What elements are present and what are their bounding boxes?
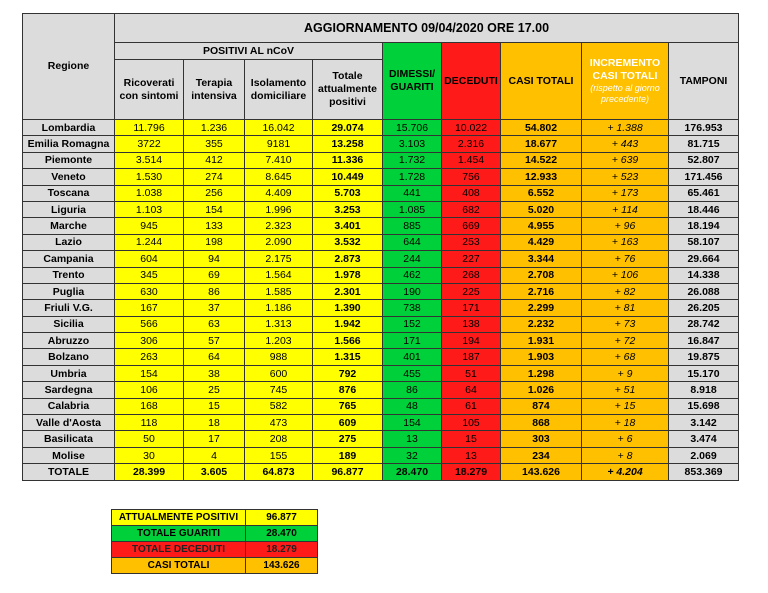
totals-ricoverati: 28.399 [115,464,184,480]
incremento-cell: + 18 [582,415,669,431]
totale-positivi-cell: 1.978 [313,267,383,283]
terapia-cell: 1.236 [184,120,245,136]
region-name: Piemonte [23,152,115,168]
region-name: Toscana [23,185,115,201]
summary-value-deceduti: 18.279 [246,542,318,558]
guariti-cell: 86 [383,382,442,398]
incremento-cell: + 114 [582,201,669,217]
totals-incremento: + 4.204 [582,464,669,480]
region-name: Emilia Romagna [23,136,115,152]
deceduti-cell: 15 [442,431,501,447]
isolamento-cell: 9181 [245,136,313,152]
incremento-cell: + 73 [582,316,669,332]
totale-positivi-cell: 792 [313,365,383,381]
tamponi-cell: 81.715 [669,136,739,152]
isolamento-cell: 582 [245,398,313,414]
ricoverati-cell: 945 [115,218,184,234]
totale-positivi-cell: 2.873 [313,251,383,267]
incremento-cell: + 9 [582,365,669,381]
totale-positivi-cell: 2.301 [313,283,383,299]
region-name: Veneto [23,169,115,185]
guariti-cell: 401 [383,349,442,365]
header-isolamento: Isolamento domiciliare [245,60,313,120]
tamponi-cell: 171.456 [669,169,739,185]
guariti-cell: 1.085 [383,201,442,217]
incremento-cell: + 173 [582,185,669,201]
summary-label-deceduti: TOTALE DECEDUTI [112,542,246,558]
table-row [23,283,739,299]
region-name: Calabria [23,398,115,414]
header-terapia: Terapia intensiva [184,60,245,120]
tamponi-cell: 3.474 [669,431,739,447]
terapia-cell: 25 [184,382,245,398]
tamponi-cell: 29.664 [669,251,739,267]
table-row [23,349,739,365]
deceduti-cell: 138 [442,316,501,332]
deceduti-cell: 1.454 [442,152,501,168]
isolamento-cell: 208 [245,431,313,447]
isolamento-cell: 2.175 [245,251,313,267]
casi-totali-cell: 54.802 [501,120,582,136]
tamponi-cell: 14.338 [669,267,739,283]
totals-label: TOTALE [23,464,115,480]
casi-totali-cell: 1.931 [501,333,582,349]
deceduti-cell: 2.316 [442,136,501,152]
tamponi-cell: 8.918 [669,382,739,398]
terapia-cell: 355 [184,136,245,152]
isolamento-cell: 155 [245,447,313,463]
guariti-cell: 462 [383,267,442,283]
terapia-cell: 4 [184,447,245,463]
guariti-cell: 738 [383,300,442,316]
totale-positivi-cell: 1.390 [313,300,383,316]
ricoverati-cell: 630 [115,283,184,299]
totals-deceduti: 18.279 [442,464,501,480]
region-name: Sardegna [23,382,115,398]
terapia-cell: 57 [184,333,245,349]
isolamento-cell: 7.410 [245,152,313,168]
deceduti-cell: 105 [442,415,501,431]
summary-value-positivi: 96.877 [246,510,318,526]
totals-tamponi: 853.369 [669,464,739,480]
covid-regional-table [22,13,739,481]
table-row [23,300,739,316]
casi-totali-cell: 14.522 [501,152,582,168]
table-row [23,382,739,398]
deceduti-cell: 756 [442,169,501,185]
guariti-cell: 48 [383,398,442,414]
totale-positivi-cell: 1.315 [313,349,383,365]
tamponi-cell: 26.088 [669,283,739,299]
isolamento-cell: 1.996 [245,201,313,217]
deceduti-cell: 682 [442,201,501,217]
incremento-cell: + 81 [582,300,669,316]
header-dimessi-guariti: DIMESSI/ GUARITI [383,43,442,120]
table-row [23,234,739,250]
isolamento-cell: 473 [245,415,313,431]
isolamento-cell: 2.090 [245,234,313,250]
terapia-cell: 133 [184,218,245,234]
table-row [23,316,739,332]
ricoverati-cell: 30 [115,447,184,463]
tamponi-cell: 176.953 [669,120,739,136]
isolamento-cell: 600 [245,365,313,381]
totals-casi: 143.626 [501,464,582,480]
header-tamponi: TAMPONI [669,43,739,120]
region-name: Abruzzo [23,333,115,349]
deceduti-cell: 10.022 [442,120,501,136]
totale-positivi-cell: 1.942 [313,316,383,332]
deceduti-cell: 51 [442,365,501,381]
ricoverati-cell: 566 [115,316,184,332]
totale-positivi-cell: 1.566 [313,333,383,349]
table-row [23,251,739,267]
terapia-cell: 38 [184,365,245,381]
tamponi-cell: 18.194 [669,218,739,234]
summary-row-positivi [112,510,318,526]
region-name: Molise [23,447,115,463]
incremento-cell: + 15 [582,398,669,414]
isolamento-cell: 988 [245,349,313,365]
summary-label-casi: CASI TOTALI [112,558,246,574]
isolamento-cell: 1.203 [245,333,313,349]
guariti-cell: 171 [383,333,442,349]
casi-totali-cell: 6.552 [501,185,582,201]
region-name: Friuli V.G. [23,300,115,316]
ricoverati-cell: 154 [115,365,184,381]
guariti-cell: 154 [383,415,442,431]
table-row [23,152,739,168]
deceduti-cell: 408 [442,185,501,201]
terapia-cell: 64 [184,349,245,365]
totale-positivi-cell: 3.253 [313,201,383,217]
summary-row-guariti [112,526,318,542]
tamponi-cell: 26.205 [669,300,739,316]
summary-row-deceduti [112,542,318,558]
summary-table [111,509,318,574]
incremento-cell: + 72 [582,333,669,349]
incremento-cell: + 51 [582,382,669,398]
totals-isolamento: 64.873 [245,464,313,480]
isolamento-cell: 745 [245,382,313,398]
terapia-cell: 18 [184,415,245,431]
incremento-cell: + 76 [582,251,669,267]
casi-totali-cell: 12.933 [501,169,582,185]
guariti-cell: 244 [383,251,442,267]
totals-guariti: 28.470 [383,464,442,480]
ricoverati-cell: 3.514 [115,152,184,168]
tamponi-cell: 16.847 [669,333,739,349]
deceduti-cell: 171 [442,300,501,316]
terapia-cell: 274 [184,169,245,185]
guariti-cell: 885 [383,218,442,234]
incremento-cell: + 8 [582,447,669,463]
table-row [23,120,739,136]
casi-totali-cell: 234 [501,447,582,463]
casi-totali-cell: 874 [501,398,582,414]
guariti-cell: 455 [383,365,442,381]
terapia-cell: 412 [184,152,245,168]
summary-value-guariti: 28.470 [246,526,318,542]
deceduti-cell: 225 [442,283,501,299]
tamponi-cell: 28.742 [669,316,739,332]
ricoverati-cell: 345 [115,267,184,283]
isolamento-cell: 1.564 [245,267,313,283]
deceduti-cell: 64 [442,382,501,398]
table-row [23,447,739,463]
summary-value-casi: 143.626 [246,558,318,574]
ricoverati-cell: 106 [115,382,184,398]
totale-positivi-cell: 29.074 [313,120,383,136]
incremento-cell: + 6 [582,431,669,447]
casi-totali-cell: 2.232 [501,316,582,332]
isolamento-cell: 1.186 [245,300,313,316]
deceduti-cell: 13 [442,447,501,463]
region-name: Lazio [23,234,115,250]
region-name: Liguria [23,201,115,217]
ricoverati-cell: 263 [115,349,184,365]
totale-positivi-cell: 609 [313,415,383,431]
deceduti-cell: 227 [442,251,501,267]
terapia-cell: 94 [184,251,245,267]
ricoverati-cell: 604 [115,251,184,267]
casi-totali-cell: 2.708 [501,267,582,283]
terapia-cell: 69 [184,267,245,283]
casi-totali-cell: 5.020 [501,201,582,217]
deceduti-cell: 669 [442,218,501,234]
header-positivi-group: POSITIVI AL nCoV [115,43,383,60]
region-name: Sicilia [23,316,115,332]
incremento-cell: + 639 [582,152,669,168]
tamponi-cell: 58.107 [669,234,739,250]
tamponi-cell: 15.698 [669,398,739,414]
ricoverati-cell: 118 [115,415,184,431]
totale-positivi-cell: 765 [313,398,383,414]
table-row [23,333,739,349]
incremento-cell: + 96 [582,218,669,234]
tamponi-cell: 65.461 [669,185,739,201]
region-name: Trento [23,267,115,283]
ricoverati-cell: 168 [115,398,184,414]
isolamento-cell: 4.409 [245,185,313,201]
guariti-cell: 13 [383,431,442,447]
incremento-cell: + 163 [582,234,669,250]
ricoverati-cell: 1.038 [115,185,184,201]
ricoverati-cell: 11.796 [115,120,184,136]
guariti-cell: 32 [383,447,442,463]
isolamento-cell: 2.323 [245,218,313,234]
casi-totali-cell: 1.298 [501,365,582,381]
incremento-cell: + 523 [582,169,669,185]
totale-positivi-cell: 3.532 [313,234,383,250]
ricoverati-cell: 50 [115,431,184,447]
totals-terapia: 3.605 [184,464,245,480]
header-regione: Regione [23,14,115,120]
region-name: Campania [23,251,115,267]
ricoverati-cell: 1.103 [115,201,184,217]
summary-label-guariti: TOTALE GUARITI [112,526,246,542]
terapia-cell: 256 [184,185,245,201]
casi-totali-cell: 303 [501,431,582,447]
casi-totali-cell: 1.903 [501,349,582,365]
terapia-cell: 17 [184,431,245,447]
totale-positivi-cell: 13.258 [313,136,383,152]
ricoverati-cell: 1.530 [115,169,184,185]
totale-positivi-cell: 876 [313,382,383,398]
header-ricoverati: Ricoverati con sintomi [115,60,184,120]
region-name: Marche [23,218,115,234]
table-row [23,267,739,283]
tamponi-cell: 52.807 [669,152,739,168]
region-name: Basilicata [23,431,115,447]
region-name: Valle d'Aosta [23,415,115,431]
table-title: AGGIORNAMENTO 09/04/2020 ORE 17.00 [115,14,739,43]
table-row [23,185,739,201]
terapia-cell: 63 [184,316,245,332]
summary-row-casi [112,558,318,574]
guariti-cell: 3.103 [383,136,442,152]
incremento-cell: + 68 [582,349,669,365]
casi-totali-cell: 1.026 [501,382,582,398]
deceduti-cell: 194 [442,333,501,349]
table-row [23,169,739,185]
deceduti-cell: 268 [442,267,501,283]
table-row [23,136,739,152]
tamponi-cell: 18.446 [669,201,739,217]
casi-totali-cell: 3.344 [501,251,582,267]
isolamento-cell: 1.585 [245,283,313,299]
guariti-cell: 1.728 [383,169,442,185]
guariti-cell: 15.706 [383,120,442,136]
tamponi-cell: 3.142 [669,415,739,431]
header-totale-positivi: Totale attualmente positivi [313,60,383,120]
guariti-cell: 1.732 [383,152,442,168]
guariti-cell: 152 [383,316,442,332]
table-row [23,218,739,234]
summary-label-positivi: ATTUALMENTE POSITIVI [112,510,246,526]
casi-totali-cell: 868 [501,415,582,431]
guariti-cell: 441 [383,185,442,201]
isolamento-cell: 8.645 [245,169,313,185]
totale-positivi-cell: 189 [313,447,383,463]
region-name: Bolzano [23,349,115,365]
totale-positivi-cell: 3.401 [313,218,383,234]
deceduti-cell: 253 [442,234,501,250]
terapia-cell: 154 [184,201,245,217]
casi-totali-cell: 4.955 [501,218,582,234]
header-incremento [582,43,669,120]
totale-positivi-cell: 5.703 [313,185,383,201]
isolamento-cell: 1.313 [245,316,313,332]
terapia-cell: 86 [184,283,245,299]
tamponi-cell: 2.069 [669,447,739,463]
casi-totali-cell: 18.677 [501,136,582,152]
ricoverati-cell: 3722 [115,136,184,152]
tamponi-cell: 19.875 [669,349,739,365]
terapia-cell: 37 [184,300,245,316]
region-name: Lombardia [23,120,115,136]
incremento-cell: + 1.388 [582,120,669,136]
guariti-cell: 644 [383,234,442,250]
incremento-cell: + 82 [582,283,669,299]
terapia-cell: 15 [184,398,245,414]
totals-row [23,464,739,480]
region-name: Puglia [23,283,115,299]
table-row [23,365,739,381]
terapia-cell: 198 [184,234,245,250]
totale-positivi-cell: 10.449 [313,169,383,185]
incremento-cell: + 443 [582,136,669,152]
isolamento-cell: 16.042 [245,120,313,136]
table-row [23,398,739,414]
region-name: Umbria [23,365,115,381]
header-casi-totali: CASI TOTALI [501,43,582,120]
totale-positivi-cell: 275 [313,431,383,447]
ricoverati-cell: 306 [115,333,184,349]
casi-totali-cell: 4.429 [501,234,582,250]
incremento-cell: + 106 [582,267,669,283]
totals-positivi: 96.877 [313,464,383,480]
casi-totali-cell: 2.716 [501,283,582,299]
deceduti-cell: 61 [442,398,501,414]
header-incremento-label: INCREMENTO CASI TOTALI [589,57,661,82]
guariti-cell: 190 [383,283,442,299]
table-row [23,201,739,217]
header-deceduti: DECEDUTI [442,43,501,120]
deceduti-cell: 187 [442,349,501,365]
casi-totali-cell: 2.299 [501,300,582,316]
ricoverati-cell: 167 [115,300,184,316]
table-row [23,431,739,447]
tamponi-cell: 15.170 [669,365,739,381]
ricoverati-cell: 1.244 [115,234,184,250]
totale-positivi-cell: 11.336 [313,152,383,168]
header-incremento-note: (rispetto al giorno precedente) [590,83,660,104]
table-row [23,415,739,431]
